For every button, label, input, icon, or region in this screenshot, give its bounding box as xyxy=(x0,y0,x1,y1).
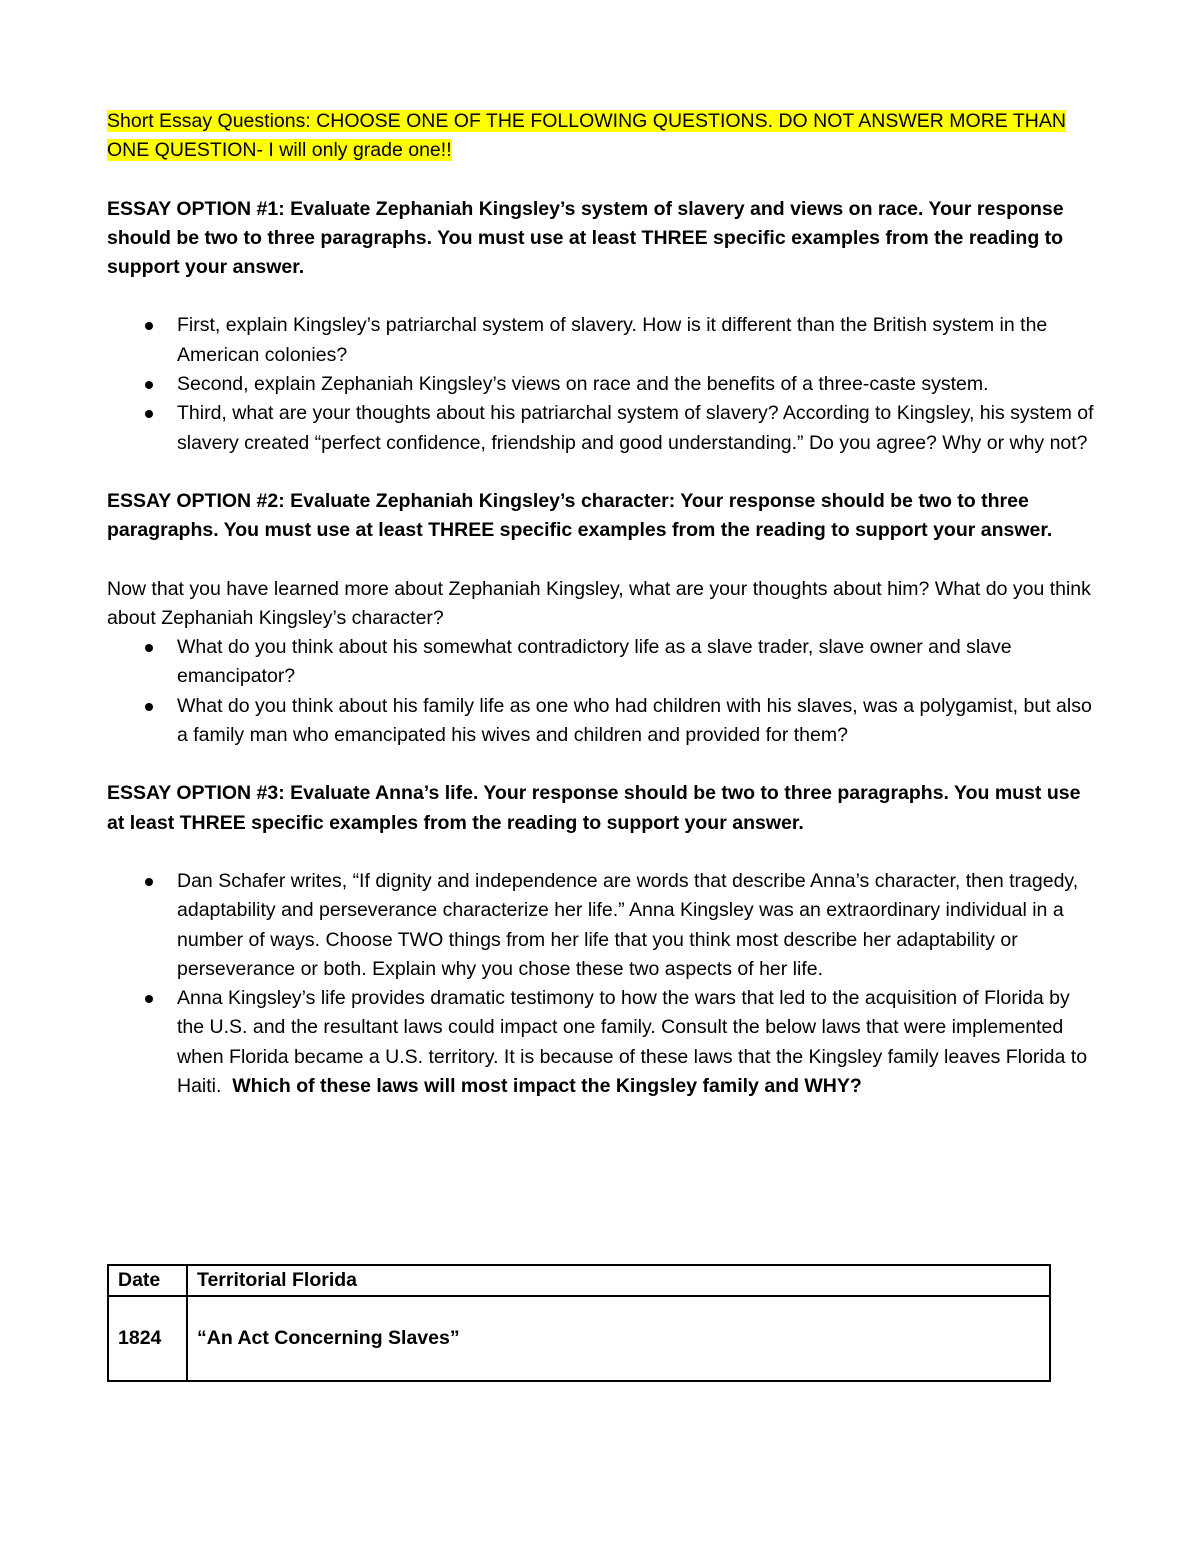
bullet-emphasis: Which of these laws will most impact the Kingsley family and WHY? xyxy=(232,1075,862,1098)
bullet-icon xyxy=(145,322,153,330)
list-item: Third, what are your thoughts about his patriarchal system of slavery? According to Kingsley, his system of slavery created “perfect confidence, friendship and good understanding.” Do you agree? Why or why not? xyxy=(107,399,1097,458)
list-item: Dan Schafer writes, “If dignity and independence are words that describe Anna’s character, then tragedy, adaptability and perseverance characterize her life.” Anna Kingsley was an extraordinary individual in a number of ways. Choose TWO things from her life that you think most describe her adaptability or perseverance or both. Explain why you chose these two aspects of her life. xyxy=(107,867,1097,984)
list-item: What do you think about his somewhat contradictory life as a slave trader, slave owner and slave emancipator? xyxy=(107,633,1097,692)
essay-option-2-intro: Now that you have learned more about Zephaniah Kingsley, what are your thoughts about him? What do you think about Zephaniah Kingsley’s character? xyxy=(107,577,1091,629)
bullet-icon xyxy=(145,703,153,711)
bullet-icon xyxy=(145,995,153,1003)
cell-law: “An Act Concerning Slaves” xyxy=(187,1296,1050,1381)
list-item: What do you think about his family life as one who had children with his slaves, was a polygamist, but also a family man who emancipated his wives and children and provided for them? xyxy=(107,692,1097,751)
bullet-icon xyxy=(145,381,153,389)
essay-option-1-bullets xyxy=(107,311,1097,457)
essay-option-3-bullets xyxy=(107,867,1097,1101)
column-header-date: Date xyxy=(108,1265,187,1296)
table-row xyxy=(108,1296,1050,1381)
instructions-line-2: ONE QUESTION- I will only grade one!! xyxy=(107,139,452,162)
instructions-line-1: Short Essay Questions: CHOOSE ONE OF THE FOLLOWING QUESTIONS. DO NOT ANSWER MORE THAN xyxy=(107,110,1066,132)
list-item: First, explain Kingsley’s patriarchal system of slavery. How is it different than the British system in the American colonies? xyxy=(107,311,1097,370)
essay-option-2-title: ESSAY OPTION #2: Evaluate Zephaniah Kingsley’s character: Your response should be two to three paragraphs. You must use at least THREE specific examples from the reading to support your answer. xyxy=(107,489,1053,542)
essay-option-1-title: ESSAY OPTION #1: Evaluate Zephaniah Kingsley’s system of slavery and views on race. Your response should be two to three paragraphs. You must use at least THREE specific examples from the reading to support your answer. xyxy=(107,197,1064,279)
table-header-row xyxy=(108,1265,1050,1296)
document-body xyxy=(107,107,1097,1101)
cell-date: 1824 xyxy=(108,1296,187,1381)
bullet-icon xyxy=(145,410,153,418)
column-header-law: Territorial Florida xyxy=(187,1265,1050,1296)
list-item: Anna Kingsley’s life provides dramatic testimony to how the wars that led to the acquisition of Florida by the U.S. and the resultant laws could impact one family. Consult the below laws that were implemented when Florida became a U.S. territory. It is because of these laws that the Kingsley family leaves Florida to Haiti. Which of these laws will most impact the Kingsley family and WHY? xyxy=(107,984,1097,1101)
instructions-header xyxy=(107,107,1097,166)
bullet-icon xyxy=(145,878,153,886)
list-item: Second, explain Zephaniah Kingsley’s views on race and the benefits of a three-caste system. xyxy=(107,370,1097,399)
essay-option-2-bullets xyxy=(107,633,1097,750)
essay-option-3-title: ESSAY OPTION #3: Evaluate Anna’s life. Your response should be two to three paragraphs. You must use at least THREE specific examples from the reading to support your answer. xyxy=(107,782,1081,834)
laws-table xyxy=(107,1264,1051,1382)
bullet-icon xyxy=(145,644,153,652)
